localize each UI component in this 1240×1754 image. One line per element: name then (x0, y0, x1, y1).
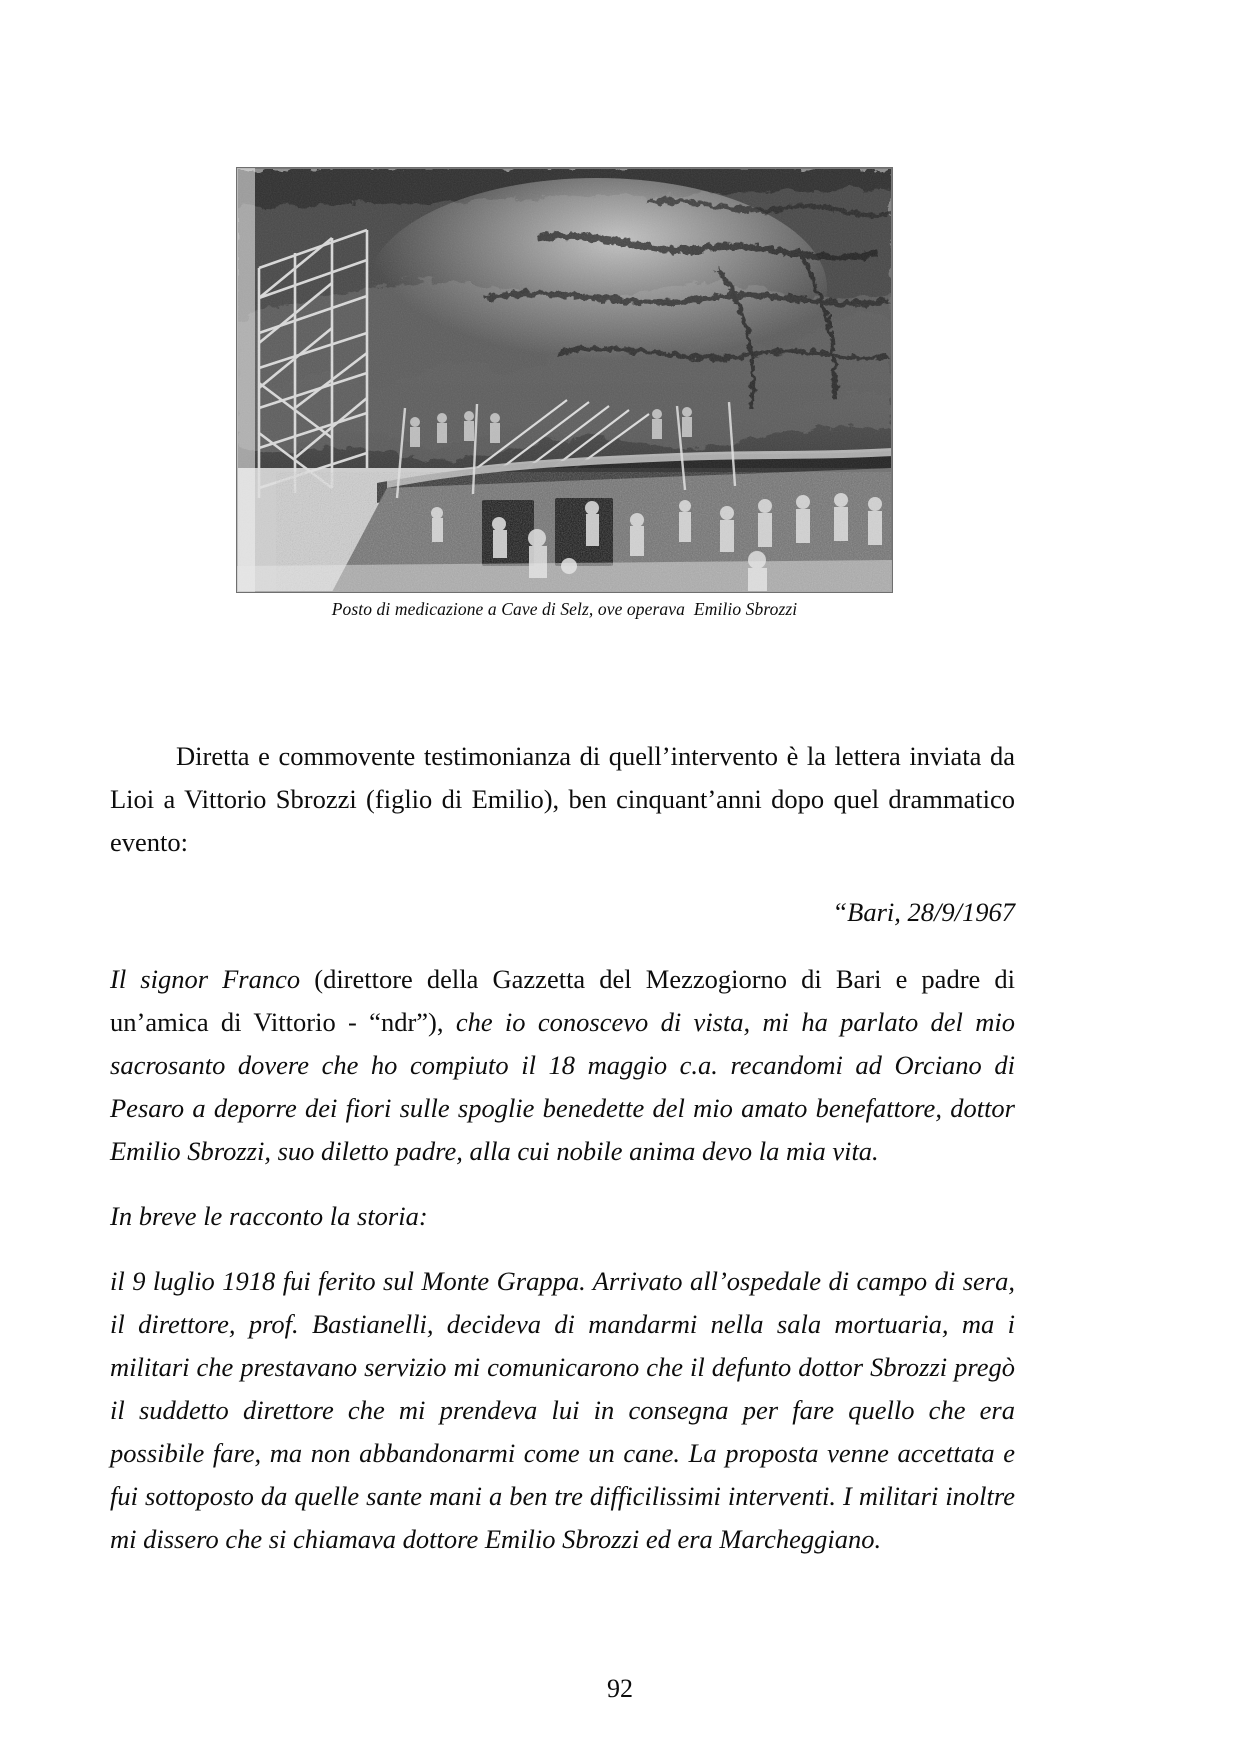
paragraph-letter-opening (110, 958, 1015, 1173)
photograph-rendering (237, 168, 892, 592)
paragraph-story: il 9 luglio 1918 fui ferito sul Monte Grappa. Arrivato all’ospedale di campo di sera, il direttore, prof. Bastianelli, decideva di mandarmi nella sala mortuaria, ma i militari che prestavano servizio mi comunicarono che il defunto dottor Sbrozzi pregò il suddetto direttore che mi prendeva lui in consegna per fare quello che era possibile fare, ma non abbandonarmi come un cane. La proposta venne accettata e fui sottoposto da quelle sante mani a ben tre difficilissimi interventi. I militari inoltre mi dissero che si chiamava dottore Emilio Sbrozzi ed era Marcheggiano. (110, 1266, 1015, 1554)
paragraph-breve: In breve le racconto la storia: (110, 1201, 428, 1231)
letter-opening-continuation: che io conoscevo di vista, mi ha parlato del mio sacrosanto dovere che ho compiuto il 18 maggio c.a. recandomi ad Orciano di Pesaro a deporre dei fiori sulle spoglie benedette del mio amato benefattore, dottor Emilio Sbrozzi, suo diletto padre, alla cui nobile anima devo la mia vita. (110, 1007, 1016, 1166)
paragraph-intro: Diretta e commovente testimonianza di quell’intervento è la lettera inviata da Lioi a Vittorio Sbrozzi (figlio di Emilio), ben cinquant’anni dopo quel drammatico evento: (110, 741, 1015, 857)
letter-date-line: “Bari, 28/9/1967 (832, 897, 1015, 927)
body-text-column (110, 735, 1015, 1561)
figure-caption: Posto di medicazione a Cave di Selz, ove operava Emilio Sbrozzi (331, 599, 798, 619)
page-number: 92 (607, 1674, 633, 1703)
letter-sender-name: Il signor Franco (110, 964, 301, 994)
figure-block (237, 168, 892, 619)
photograph-war-medical-post (237, 168, 892, 592)
letter-editorial-note: (direttore della Gazzetta del Mezzogiorno di Bari e padre di un’amica di Vittorio - “ndr”), (110, 964, 1015, 1037)
